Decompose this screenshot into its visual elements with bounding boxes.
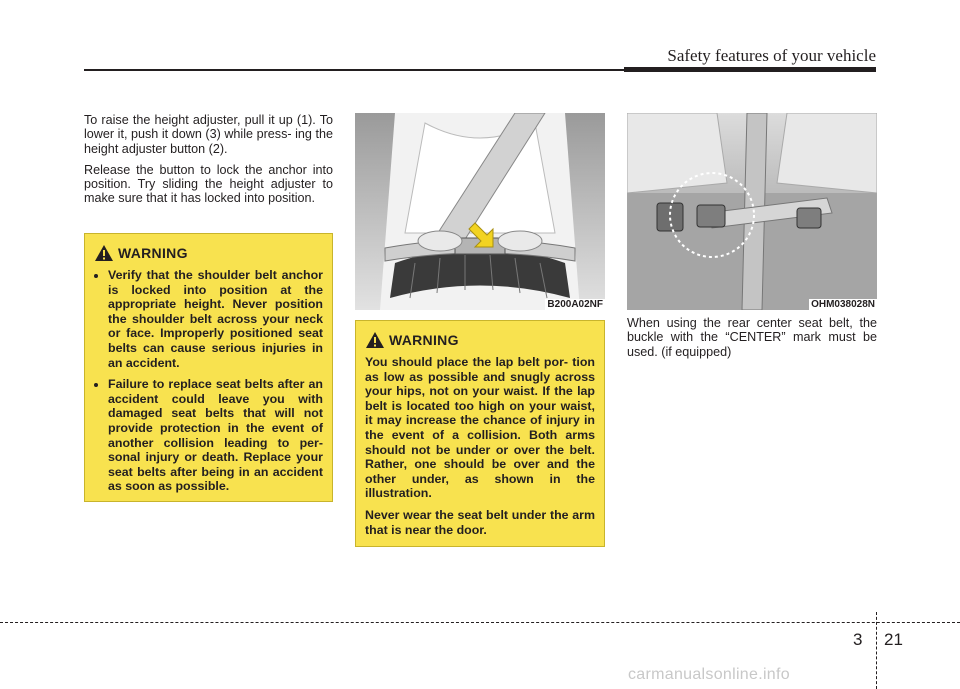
warning-box-middle [355, 320, 605, 547]
chapter-number: 3 [853, 630, 863, 649]
watermark: carmanualsonline.info [628, 666, 790, 683]
footer-rule [0, 622, 960, 623]
warning-title: WARNING [389, 332, 459, 348]
header-rule-accent [624, 67, 876, 72]
warning-box-left [84, 233, 333, 502]
page-number: 21 [884, 630, 903, 649]
warning-header [365, 331, 595, 349]
left-column [84, 113, 333, 213]
figure-code: B200A02NF [547, 299, 603, 310]
paragraph-rear-center-belt: When using the rear center seat belt, the buckle with the “CENTER” mark must be used. (if equipped) [627, 316, 877, 359]
figure-rear-center-belt [627, 113, 877, 310]
section-title: Safety features of your vehicle [667, 46, 876, 65]
warning-paragraph: You should place the lap belt por- tion as low as possible and snugly across your hips, not on your waist. If the lap belt is located too high on your waist, it may increase the chance of injury in the event of a collision. Both arms should not be under or over the belt. Rather, one should be over and the other under, as shown in the illustration. [365, 355, 595, 501]
paragraph-height-adjuster: To raise the height adjuster, pull it up (1). To lower it, push it down (3) while press- ing the height adjuster button (2). [84, 113, 333, 156]
warning-bullet: • Failure to replace seat belts after an accident could leave you with damaged seat belts that will not provide protection in the event of another collision leading to per- sonal injury or death. Replace your seat belts after being in an accident as soon as possible. [108, 377, 323, 494]
warning-triangle-icon [365, 331, 385, 349]
warning-triangle-icon [94, 244, 114, 262]
header-rule [84, 69, 624, 71]
rear-center-belt-illustration [627, 113, 877, 310]
warning-list [94, 268, 323, 494]
warning-bullet: • Verify that the shoulder belt anchor is locked into position at the appropriate height. Never position the shoulder belt across your neck or face. Improperly positioned seat belts can cause serious injuries in an accident. [108, 268, 323, 370]
warning-paragraph: Never wear the seat belt under the arm that is near the door. [365, 507, 595, 537]
figure-code: OHM038028N [811, 299, 875, 310]
warning-title: WARNING [118, 245, 188, 261]
warning-header [94, 244, 323, 262]
paragraph-release-button: Release the button to lock the anchor into position. Try sliding the height adjuster to make sure that it has locked into position. [84, 162, 333, 206]
right-column [627, 316, 877, 366]
footer-divider [876, 612, 877, 689]
figure-lap-belt [355, 113, 605, 310]
lap-belt-illustration [355, 113, 605, 310]
